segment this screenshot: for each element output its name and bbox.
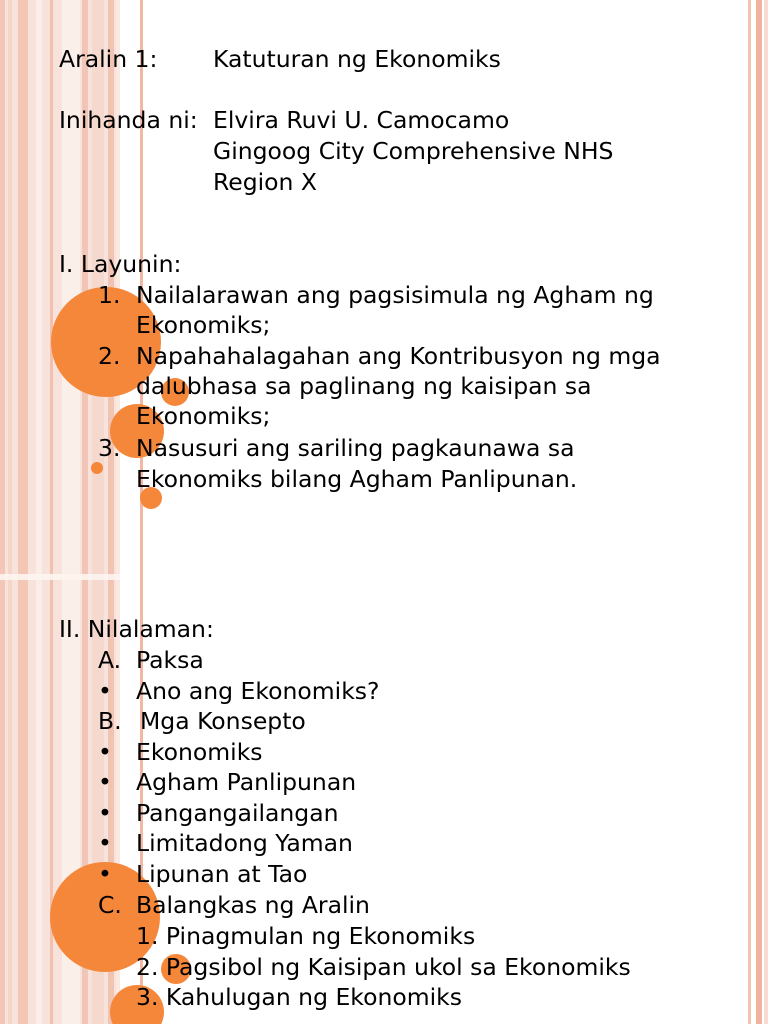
region: Region X: [213, 168, 318, 196]
balangkas-label: Balangkas ng Aralin: [136, 891, 370, 919]
konsepto-item: Limitadong Yaman: [136, 829, 353, 857]
bullet-icon: •: [98, 799, 112, 827]
author-name: Elvira Ruvi U. Camocamo: [213, 106, 510, 134]
balangkas-item: 1. Pinagmulan ng Ekonomiks: [136, 922, 476, 950]
layunin-item-number: 2.: [98, 342, 121, 370]
layunin-heading: I. Layunin:: [59, 250, 182, 278]
layunin-item-line: Napahahalagahan ang Kontribusyon ng mga: [136, 342, 661, 370]
konsepto-item: Pangangailangan: [136, 799, 339, 827]
school-name: Gingoog City Comprehensive NHS: [213, 137, 614, 165]
balangkas-item: 2. Pagsibol ng Kaisipan ukol sa Ekonomiks: [136, 953, 631, 981]
paksa-bullet: Ano ang Ekonomiks?: [136, 677, 380, 705]
konsepto-item: Lipunan at Tao: [136, 860, 308, 888]
konsepto-item: Agham Panlipunan: [136, 768, 357, 796]
section-marker: C.: [98, 891, 122, 919]
inihanda-label: Inihanda ni:: [59, 106, 198, 134]
bullet-icon: •: [98, 738, 112, 766]
layunin-item-line: Ekonomiks;: [136, 311, 271, 339]
aralin-label: Aralin 1:: [59, 45, 158, 73]
bullet-icon: •: [98, 860, 112, 888]
layunin-item-line: dalubhasa sa paglinang ng kaisipan sa: [136, 372, 592, 400]
layunin-item-line: Nailalarawan ang pagsisimula ng Agham ng: [136, 281, 654, 309]
nilalaman-heading: II. Nilalaman:: [59, 615, 214, 643]
aralin-title: Katuturan ng Ekonomiks: [213, 45, 501, 73]
layunin-item-line: Nasusuri ang sariling pagkaunawa sa: [136, 434, 575, 462]
layunin-item-number: 3.: [98, 434, 121, 462]
konsepto-item: Ekonomiks: [136, 738, 263, 766]
section-marker: A.: [98, 646, 122, 674]
bullet-icon: •: [98, 677, 112, 705]
bullet-icon: •: [98, 768, 112, 796]
konsepto-label: Mga Konsepto: [140, 707, 306, 735]
paksa-label: Paksa: [136, 646, 204, 674]
layunin-item-number: 1.: [98, 281, 121, 309]
layunin-item-line: Ekonomiks;: [136, 402, 271, 430]
bullet-icon: •: [98, 829, 112, 857]
layunin-item-line: Ekonomiks bilang Agham Panlipunan.: [136, 465, 578, 493]
balangkas-item: 3. Kahulugan ng Ekonomiks: [136, 983, 463, 1011]
section-marker: B.: [98, 707, 122, 735]
